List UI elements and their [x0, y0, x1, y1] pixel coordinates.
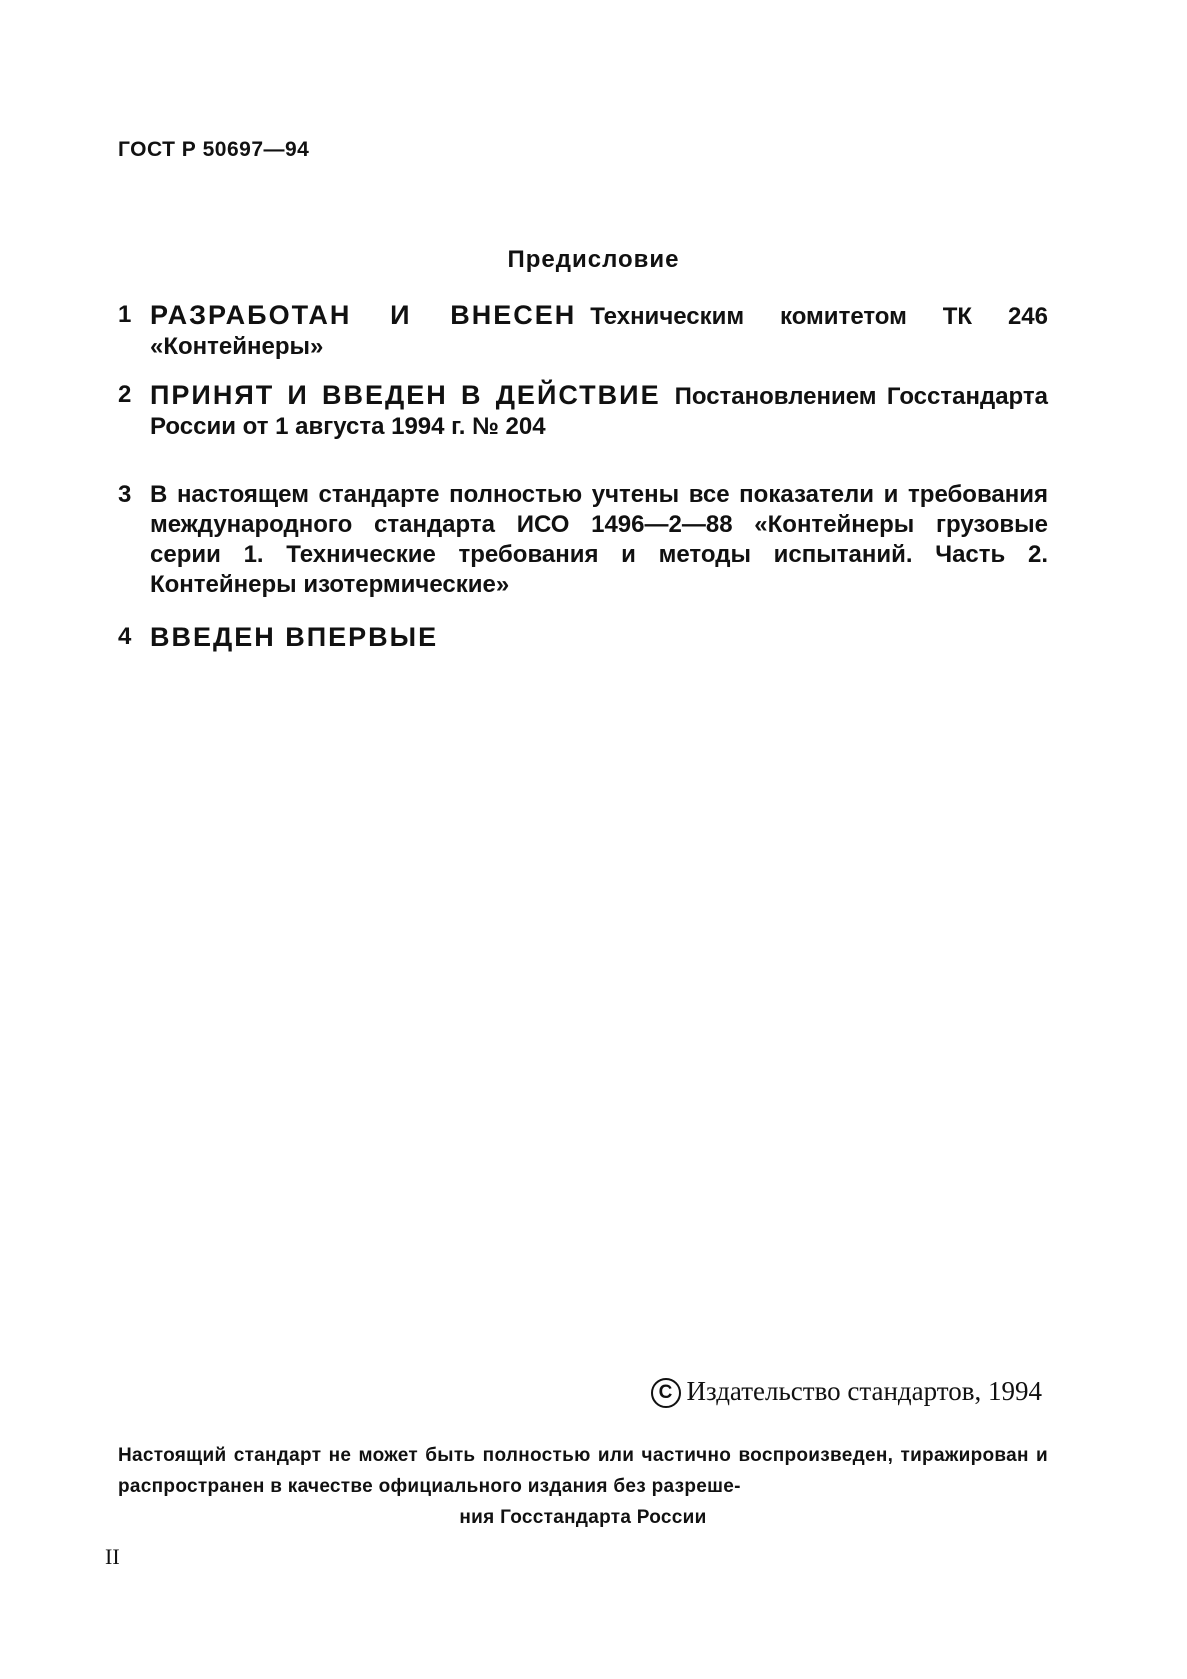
foreword-item-2 [118, 380, 1048, 442]
item-text: В настоящем стандарте полностью учтены все показатели и требования международного стандарта ИСО 1496—2—88 «Контейнеры грузовые серии 1. Технические требования и методы испытаний. Часть 2. Контейнеры изотермические» [150, 481, 1048, 598]
item-text: Постановлением Госстандарта России от 1 августа 1994 г. № 204 [150, 383, 1048, 440]
notice-text: Настоящий стандарт не может быть полностью или частично воспроизведен, тиражирован и распространен в качестве официального издания без разреше- [118, 1445, 1048, 1497]
item-number: 3 [118, 481, 132, 508]
item-number: 4 [118, 623, 132, 650]
item-lead: ВВЕДЕН ВПЕРВЫЕ [150, 622, 439, 652]
copyright-line [651, 1376, 1042, 1408]
document-header: ГОСТ Р 50697—94 [118, 138, 310, 161]
page-number: II [105, 1544, 120, 1569]
item-lead: РАЗРАБОТАН И ВНЕСЕН [150, 300, 577, 330]
foreword-item-3 [118, 480, 1048, 600]
reproduction-notice [118, 1440, 1048, 1533]
foreword-item-4 [118, 622, 1048, 654]
copyright-text: Издательство стандартов, 1994 [686, 1376, 1042, 1406]
foreword-item-1 [118, 300, 1048, 362]
item-number: 2 [118, 381, 132, 408]
section-title: Предисловие [507, 246, 680, 273]
notice-text-last: ния Госстандарта России [459, 1507, 707, 1528]
item-number: 1 [118, 301, 132, 328]
item-text: Техническим комитетом ТК 246 «Контейнеры» [150, 303, 1048, 360]
item-lead: ПРИНЯТ И ВВЕДЕН В ДЕЙСТВИЕ [150, 380, 661, 410]
copyright-icon: C [651, 1378, 681, 1408]
